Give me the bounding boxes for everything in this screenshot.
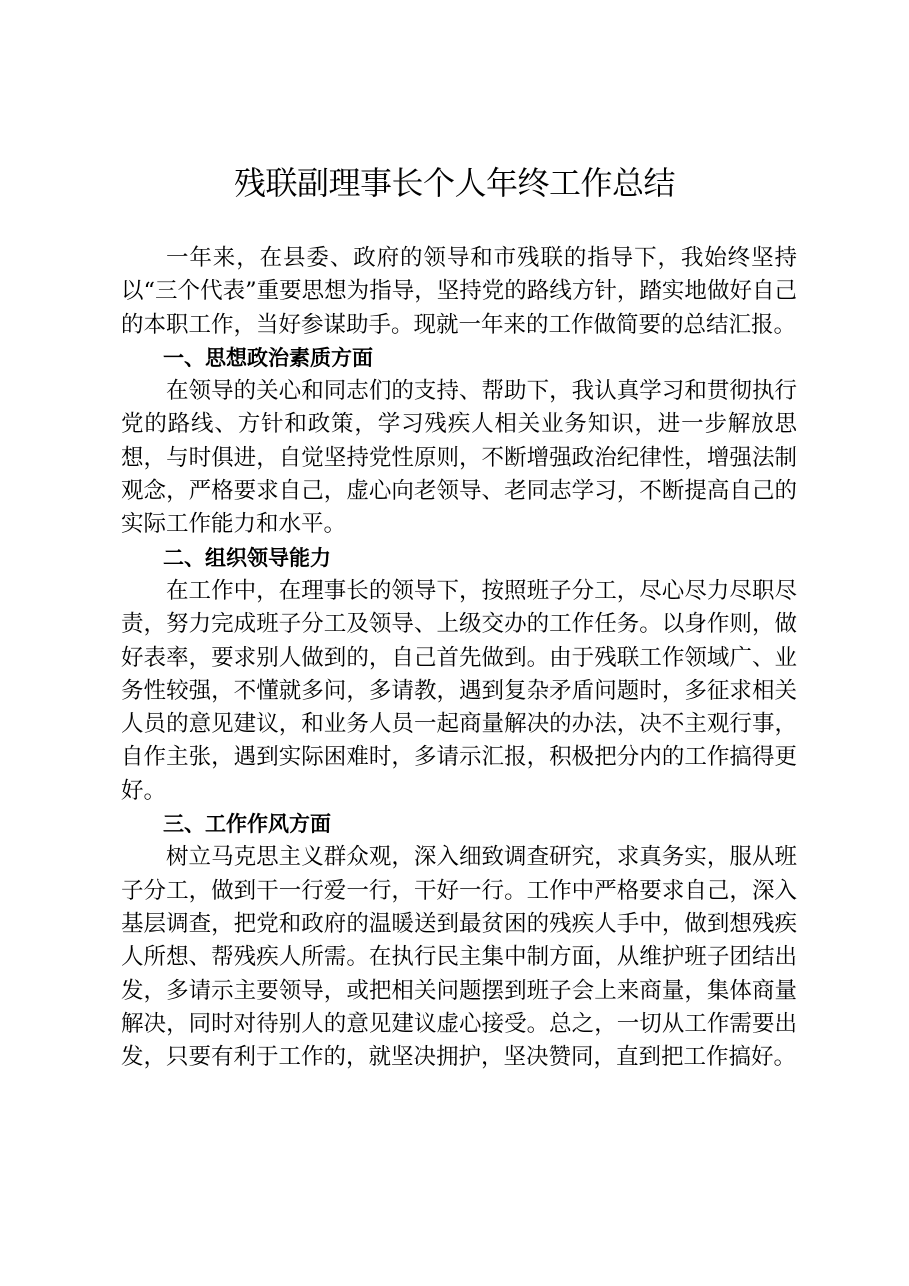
section-work-style bbox=[121, 808, 797, 1074]
document-title: 残联副理事长个人年终工作总结 bbox=[233, 164, 675, 202]
section-paragraph: 在领导的关心和同志们的支持、帮助下，我认真学习和贯彻执行党的路线、方针和政策，学习残疾人相关业务知识，进一步解放思想，与时俱进，自觉坚持党性原则，不断增强政治纪律性，增强法制观念，严格要求自己，虚心向老领导、老同志学习，不断提高自己的实际工作能力和水平。 bbox=[121, 378, 797, 538]
section-heading: 三、工作作风方面 bbox=[163, 812, 331, 837]
section-paragraph: 在工作中，在理事长的领导下，按照班子分工，尽心尽力尽职尽责，努力完成班子分工及领导、上级交办的工作任务。以身作则，做好表率，要求别人做到的，自己首先做到。由于残联工作领域广、业务性较强，不懂就多问，多请教，遇到复杂矛盾问题时，多征求相关人员的意见建议，和业务人员一起商量解决的办法，决不主观行事，自作主张，遇到实际困难时，多请示汇报，积极把分内的工作搞得更好。 bbox=[121, 577, 797, 804]
section-ideology bbox=[121, 342, 797, 542]
section-heading: 一、思想政治素质方面 bbox=[163, 345, 373, 370]
section-paragraph: 树立马克思主义群众观，深入细致调查研究，求真务实，服从班子分工，做到干一行爱一行，干好一行。工作中严格要求自己，深入基层调查，把党和政府的温暖送到最贫困的残疾人手中，做到想残疾人所想、帮残疾人所需。在执行民主集中制方面，从维护班子团结出发，多请示主要领导，或把相关问题摆到班子会上来商量，集体商量解决，同时对待别人的意见建议虚心接受。总之，一切从工作需要出发，只要有利于工作的，就坚决拥护，坚决赞同，直到把工作搞好。 bbox=[121, 844, 797, 1071]
section-leadership bbox=[121, 542, 797, 808]
document-body bbox=[121, 242, 797, 1074]
intro-paragraph: 一年来，在县委、政府的领导和市残联的指导下，我始终坚持以“三个代表”重要思想为指导，坚持党的路线方针，踏实地做好自己的本职工作，当好参谋助手。现就一年来的工作做简要的总结汇报。 bbox=[121, 245, 797, 338]
section-heading: 二、组织领导能力 bbox=[163, 545, 331, 570]
